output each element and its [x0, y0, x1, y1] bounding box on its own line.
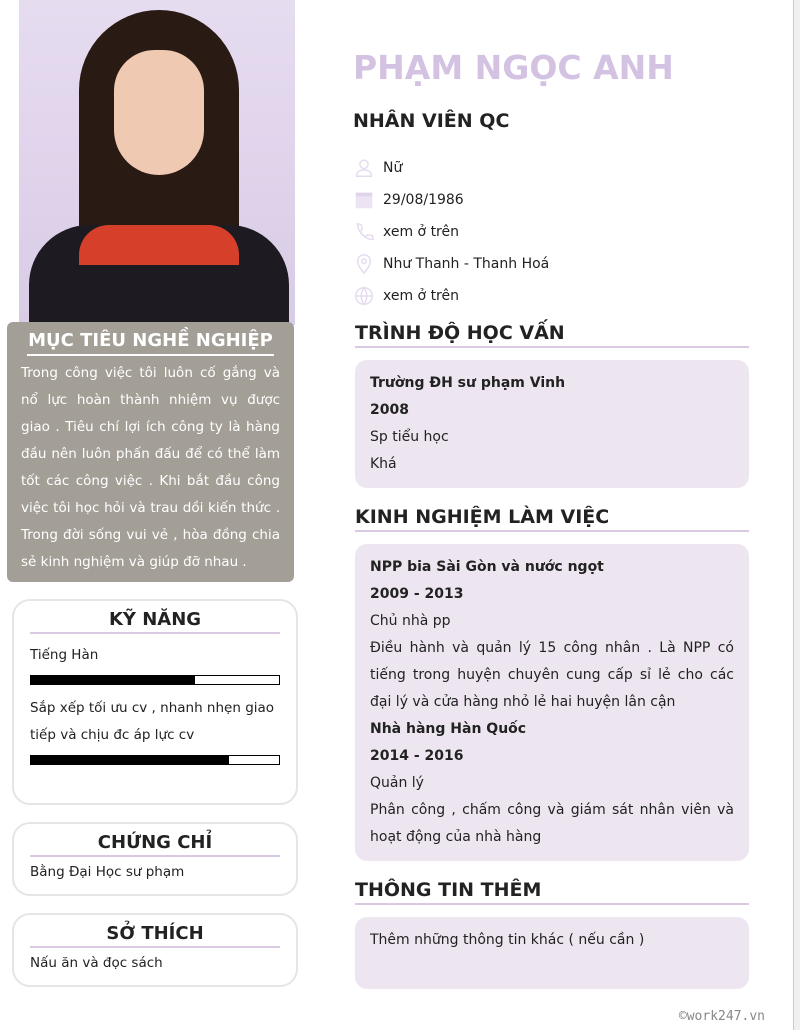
major: Sp tiểu học [370, 429, 449, 445]
skill-bar-fill [31, 676, 195, 684]
skill-bar [30, 755, 280, 765]
additional-info-text: Thêm những thông tin khác ( nếu cần ) [370, 932, 645, 948]
period: 2014 - 2016 [370, 748, 464, 764]
grade: Khá [370, 456, 397, 472]
hobbies-text: Nấu ăn và đọc sách [30, 955, 163, 971]
school: Trường ĐH sư phạm Vinh [370, 375, 566, 391]
role: Chủ nhà pp [370, 613, 451, 629]
job-title: NHÂN VIÊN QC [353, 110, 510, 132]
company: NPP bia Sài Gòn và nước ngọt [370, 559, 604, 575]
skill-name: Tiếng Hàn [30, 647, 99, 663]
job-description: Phân công , chấm công và giám sát nhân viên và hoạt động của nhà hàng [370, 802, 734, 845]
skill-bar-fill [31, 756, 229, 764]
phone-icon [353, 221, 375, 243]
section-heading: CHỨNG CHỈ [30, 832, 280, 857]
education-section [355, 322, 749, 488]
skill-bar [30, 675, 280, 685]
period: 2009 - 2013 [370, 586, 464, 602]
section-heading: TRÌNH ĐỘ HỌC VẤN [355, 322, 749, 348]
location-icon [353, 253, 375, 275]
skills-section [12, 599, 298, 805]
user-icon [353, 157, 375, 179]
section-heading: THÔNG TIN THÊM [355, 879, 749, 905]
skill-name: Sắp xếp tối ưu cv , nhanh nhẹn giao tiếp và chịu đc áp lực cv [30, 700, 275, 743]
goal-text: Trong công việc tôi luôn cố gắng và nổ lực hoàn thành nhiệm vụ được giao . Tiêu chí lợi ích công ty là hàng đầu nên luôn phấn đấu để có thể làm tốt các công việc . Khi bắt đầu công việc tôi học hỏi và trau dồi kiến thức . Trong đời sống vui vẻ , hòa đồng chia sẻ kinh nghiệm và giúp đỡ nhau . [21, 365, 280, 570]
birthday: 29/08/1986 [383, 192, 464, 208]
certificates-section [12, 822, 298, 896]
role: Quản lý [370, 775, 424, 791]
gender: Nữ [383, 160, 403, 176]
additional-info-section [355, 879, 749, 989]
watermark: ©work247.vn [678, 1009, 765, 1024]
company: Nhà hàng Hàn Quốc [370, 721, 527, 737]
address: Như Thanh - Thanh Hoá [383, 256, 550, 272]
personal-info [353, 152, 549, 312]
phone: xem ở trên [383, 224, 459, 240]
calendar-icon [353, 189, 375, 211]
section-heading: KỸ NĂNG [30, 609, 280, 634]
job-description: Điều hành và quản lý 15 công nhân . Là NPP có tiếng trong huyện chuyên cung cấp sỉ lẻ cho các đại lý và cửa hàng nhỏ lẻ hai huyện lân cận [370, 640, 734, 710]
experience-section [355, 506, 749, 861]
profile-photo [19, 0, 295, 325]
certificate-text: Bằng Đại Học sư phạm [30, 864, 185, 880]
globe-icon [353, 285, 375, 307]
section-heading: MỤC TIÊU NGHỀ NGHIỆP [27, 330, 274, 356]
section-heading: SỞ THÍCH [30, 923, 280, 948]
year: 2008 [370, 402, 409, 418]
hobbies-section [12, 913, 298, 987]
website: xem ở trên [383, 288, 459, 304]
career-goal-section [7, 322, 294, 582]
section-heading: KINH NGHIỆM LÀM VIỆC [355, 506, 749, 532]
full-name: PHẠM NGỌC ANH [353, 48, 674, 87]
